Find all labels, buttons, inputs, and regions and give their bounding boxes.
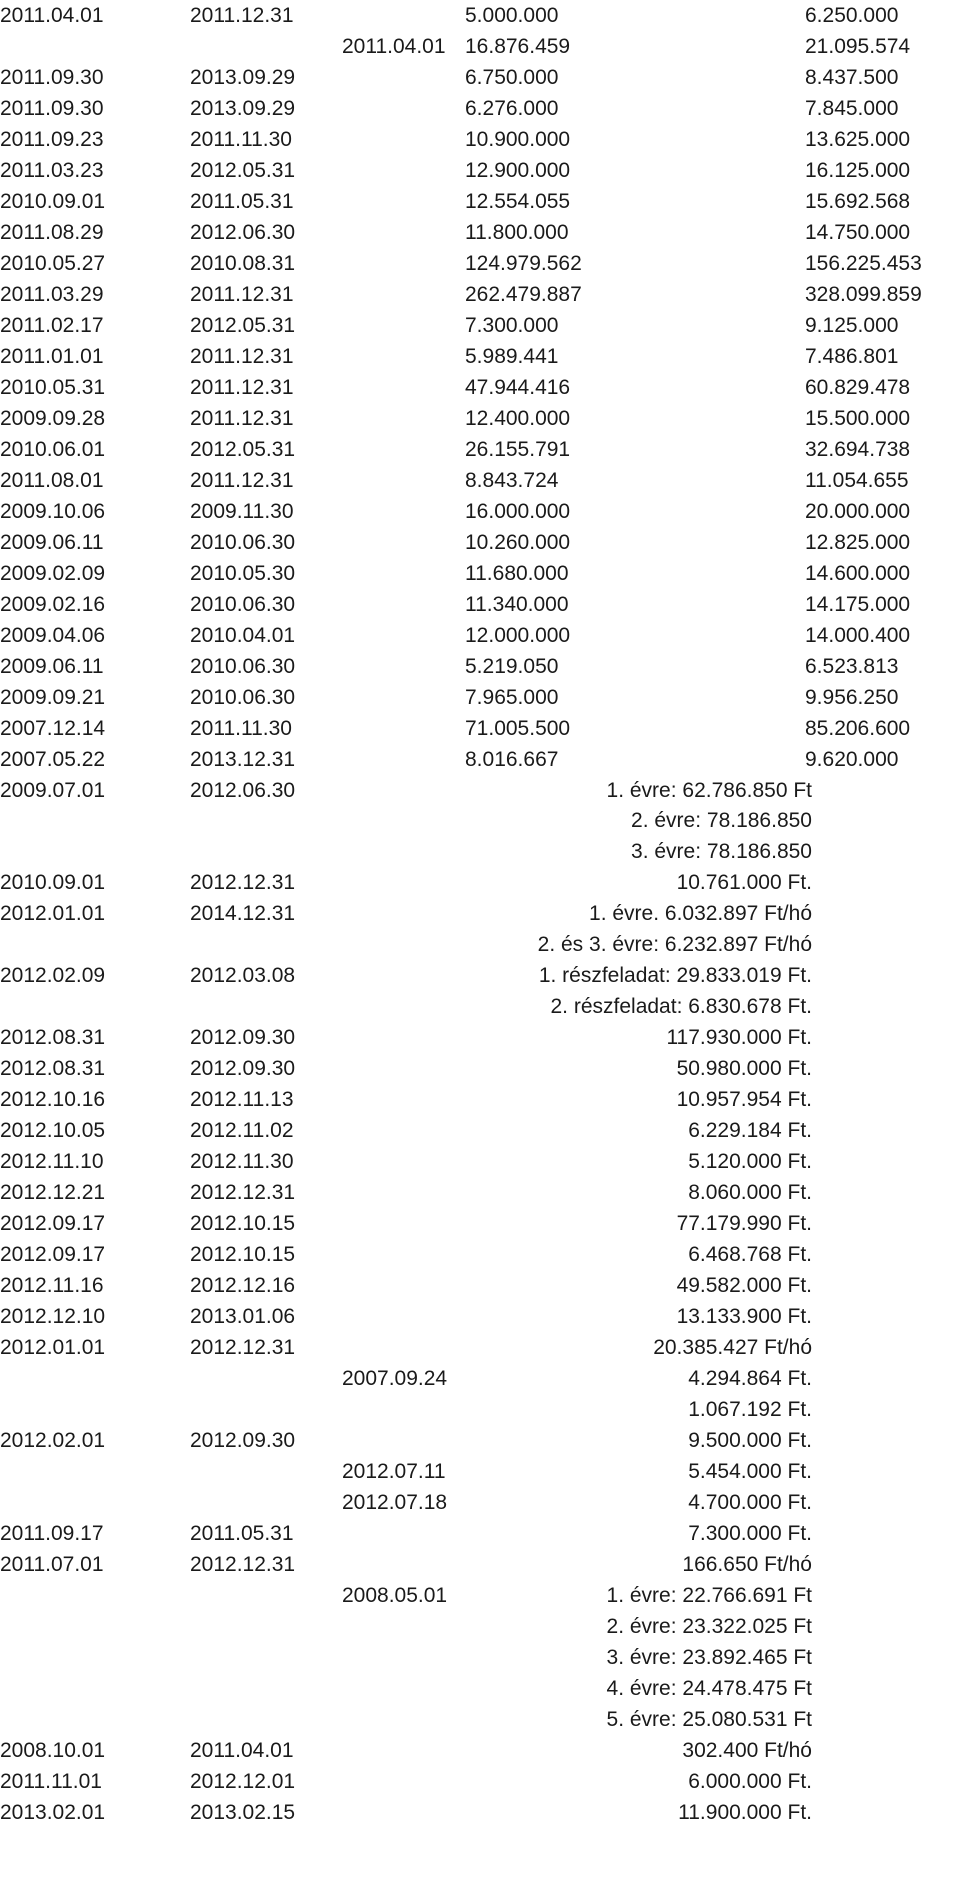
table-row xyxy=(0,1150,960,1182)
end-date: 2012.11.13 xyxy=(190,1088,294,1112)
table-row xyxy=(0,252,960,284)
end-date: 2012.12.31 xyxy=(190,1181,296,1205)
start-date: 2011.07.01 xyxy=(0,1553,104,1576)
table-row xyxy=(0,1057,960,1089)
end-date: 2012.10.15 xyxy=(190,1212,296,1236)
amount-text: 5. évre: 25.080.531 Ft xyxy=(606,1707,812,1731)
end-date: 2012.12.31 xyxy=(190,1553,296,1576)
start-date: 2011.04.01 xyxy=(0,4,104,27)
end-date: 2012.06.30 xyxy=(190,220,296,244)
amount-text: 4. évre: 24.478.475 Ft xyxy=(606,1676,812,1700)
net-amount: 124.979.562 xyxy=(465,251,582,275)
amount-text: 2. évre: 23.322.025 Ft xyxy=(606,1614,812,1638)
start-date: 2009.04.06 xyxy=(0,623,106,647)
amount-text: 6.468.768 Ft. xyxy=(688,1243,812,1267)
amount-text: 77.179.990 Ft. xyxy=(676,1212,812,1236)
table-row xyxy=(0,128,960,160)
table-row xyxy=(0,1088,960,1120)
end-date: 2010.08.31 xyxy=(190,251,296,275)
start-date: 2012.01.01 xyxy=(0,902,106,926)
gross-amount: 9.620.000 xyxy=(805,747,899,771)
start-date: 2012.09.17 xyxy=(0,1212,106,1236)
end-date: 2013.09.29 xyxy=(190,65,296,89)
amount-text: 4.294.864 Ft. xyxy=(688,1367,812,1391)
table-row xyxy=(0,283,960,315)
end-date: 2012.12.31 xyxy=(190,1336,296,1360)
net-amount: 6.750.000 xyxy=(465,65,559,89)
contract-date: 2012.07.11 xyxy=(342,1460,446,1484)
table-row xyxy=(0,840,960,872)
end-date: 2011.11.30 xyxy=(190,716,292,740)
table-row xyxy=(0,1026,960,1058)
start-date: 2009.02.16 xyxy=(0,592,106,616)
amount-text: 11.900.000 Ft. xyxy=(678,1800,812,1824)
table-row xyxy=(0,1553,960,1585)
start-date: 2011.01.01 xyxy=(0,344,104,368)
start-date: 2007.12.14 xyxy=(0,716,106,740)
table-row xyxy=(0,1646,960,1678)
table-row xyxy=(0,1305,960,1337)
start-date: 2011.09.23 xyxy=(0,127,104,151)
end-date: 2012.12.31 xyxy=(190,871,296,895)
amount-text: 5.454.000 Ft. xyxy=(688,1460,812,1484)
table-row xyxy=(0,407,960,439)
net-amount: 16.000.000 xyxy=(465,499,571,523)
start-date: 2010.05.31 xyxy=(0,375,106,399)
start-date: 2009.06.11 xyxy=(0,530,104,554)
start-date: 2009.09.28 xyxy=(0,406,106,430)
start-date: 2011.09.30 xyxy=(0,65,104,89)
table-row xyxy=(0,438,960,470)
end-date: 2011.12.31 xyxy=(190,406,294,430)
table-row xyxy=(0,933,960,965)
start-date: 2012.09.17 xyxy=(0,1243,106,1267)
table-row xyxy=(0,1243,960,1275)
amount-text: 50.980.000 Ft. xyxy=(676,1057,812,1081)
start-date: 2011.03.29 xyxy=(0,282,104,306)
amount-text: 3. évre: 78.186.850 xyxy=(631,840,812,864)
contract-date: 2007.09.24 xyxy=(342,1367,448,1391)
end-date: 2011.04.01 xyxy=(190,1738,294,1762)
start-date: 2008.10.01 xyxy=(0,1738,106,1762)
table-row xyxy=(0,1429,960,1461)
end-date: 2012.06.30 xyxy=(190,778,296,802)
end-date: 2012.11.02 xyxy=(190,1119,294,1143)
start-date: 2012.10.05 xyxy=(0,1119,106,1143)
amount-text: 2. részfeladat: 6.830.678 Ft. xyxy=(550,995,812,1019)
net-amount: 8.843.724 xyxy=(465,468,559,492)
gross-amount: 32.694.738 xyxy=(805,437,911,461)
table-row xyxy=(0,995,960,1027)
amount-text: 8.060.000 Ft. xyxy=(688,1181,812,1205)
start-date: 2010.09.01 xyxy=(0,871,106,895)
gross-amount: 156.225.453 xyxy=(805,251,922,275)
start-date: 2009.02.09 xyxy=(0,561,106,585)
net-amount: 11.340.000 xyxy=(465,592,569,616)
net-amount: 12.554.055 xyxy=(465,189,571,213)
end-date: 2011.05.31 xyxy=(190,189,294,213)
table-row xyxy=(0,221,960,253)
net-amount: 5.219.050 xyxy=(465,654,559,678)
amount-text: 1. évre. 6.032.897 Ft/hó xyxy=(589,902,812,926)
table-row xyxy=(0,1491,960,1523)
table-row xyxy=(0,97,960,129)
start-date: 2007.05.22 xyxy=(0,747,106,771)
table-row xyxy=(0,1336,960,1368)
table-row xyxy=(0,345,960,377)
end-date: 2011.12.31 xyxy=(190,375,294,399)
gross-amount: 7.845.000 xyxy=(805,96,899,120)
table-row xyxy=(0,190,960,222)
table-row xyxy=(0,1522,960,1554)
table-row xyxy=(0,66,960,98)
gross-amount: 14.175.000 xyxy=(805,592,911,616)
net-amount: 47.944.416 xyxy=(465,375,571,399)
net-amount: 6.276.000 xyxy=(465,96,559,120)
end-date: 2013.09.29 xyxy=(190,96,296,120)
start-date: 2012.11.16 xyxy=(0,1274,104,1298)
table-row xyxy=(0,1119,960,1151)
net-amount: 7.965.000 xyxy=(465,685,559,709)
end-date: 2014.12.31 xyxy=(190,902,296,926)
start-date: 2010.06.01 xyxy=(0,437,106,461)
end-date: 2013.02.15 xyxy=(190,1800,296,1824)
amount-text: 10.957.954 Ft. xyxy=(676,1088,812,1112)
start-date: 2012.10.16 xyxy=(0,1088,106,1112)
start-date: 2012.02.01 xyxy=(0,1429,106,1453)
table-row xyxy=(0,1212,960,1244)
table-row xyxy=(0,1708,960,1740)
end-date: 2011.12.31 xyxy=(190,4,294,27)
table-row xyxy=(0,1584,960,1616)
gross-amount: 9.125.000 xyxy=(805,313,899,337)
amount-text: 3. évre: 23.892.465 Ft xyxy=(606,1645,812,1669)
end-date: 2011.12.31 xyxy=(190,282,294,306)
table-row xyxy=(0,624,960,656)
end-date: 2013.01.06 xyxy=(190,1305,296,1329)
start-date: 2011.02.17 xyxy=(0,313,104,337)
amount-text: 117.930.000 Ft. xyxy=(666,1026,812,1050)
table-row xyxy=(0,1615,960,1647)
start-date: 2009.09.21 xyxy=(0,685,106,709)
gross-amount: 16.125.000 xyxy=(805,158,911,182)
start-date: 2012.02.09 xyxy=(0,964,106,988)
end-date: 2012.05.31 xyxy=(190,437,296,461)
amount-text: 4.700.000 Ft. xyxy=(688,1491,812,1515)
start-date: 2011.08.29 xyxy=(0,220,104,244)
amount-text: 6.000.000 Ft. xyxy=(688,1769,812,1793)
table-row xyxy=(0,1801,960,1833)
contract-date: 2012.07.18 xyxy=(342,1491,448,1515)
table-row xyxy=(0,871,960,903)
table-row xyxy=(0,1367,960,1399)
start-date: 2011.09.30 xyxy=(0,96,104,120)
table-row xyxy=(0,562,960,594)
start-date: 2012.08.31 xyxy=(0,1026,106,1050)
table-row xyxy=(0,717,960,749)
gross-amount: 7.486.801 xyxy=(805,344,899,368)
amount-text: 2. és 3. évre: 6.232.897 Ft/hó xyxy=(537,933,812,957)
gross-amount: 14.000.400 xyxy=(805,623,911,647)
start-date: 2011.09.17 xyxy=(0,1522,104,1546)
start-date: 2010.09.01 xyxy=(0,189,106,213)
net-amount: 5.000.000 xyxy=(465,4,559,27)
table-row xyxy=(0,376,960,408)
table-row xyxy=(0,35,960,67)
end-date: 2009.11.30 xyxy=(190,499,294,523)
amount-text: 1.067.192 Ft. xyxy=(688,1398,812,1422)
gross-amount: 8.437.500 xyxy=(805,65,899,89)
end-date: 2013.12.31 xyxy=(190,747,296,771)
amount-text: 5.120.000 Ft. xyxy=(688,1150,812,1174)
amount-text: 13.133.900 Ft. xyxy=(676,1305,812,1329)
table-row xyxy=(0,159,960,191)
table-row xyxy=(0,314,960,346)
end-date: 2010.06.30 xyxy=(190,592,296,616)
end-date: 2012.09.30 xyxy=(190,1026,296,1050)
net-amount: 10.900.000 xyxy=(465,127,571,151)
amount-text: 302.400 Ft/hó xyxy=(682,1738,812,1762)
net-amount: 26.155.791 xyxy=(465,437,571,461)
gross-amount: 14.600.000 xyxy=(805,561,911,585)
gross-amount: 15.500.000 xyxy=(805,406,911,430)
gross-amount: 6.523.813 xyxy=(805,654,899,678)
net-amount: 8.016.667 xyxy=(465,747,559,771)
gross-amount: 60.829.478 xyxy=(805,375,911,399)
amount-text: 166.650 Ft/hó xyxy=(682,1553,812,1576)
gross-amount: 15.692.568 xyxy=(805,189,911,213)
end-date: 2010.06.30 xyxy=(190,530,296,554)
amount-text: 9.500.000 Ft. xyxy=(688,1429,812,1453)
end-date: 2012.05.31 xyxy=(190,313,296,337)
gross-amount: 85.206.600 xyxy=(805,716,911,740)
net-amount: 16.876.459 xyxy=(465,34,571,58)
amount-text: 7.300.000 Ft. xyxy=(688,1522,812,1546)
gross-amount: 9.956.250 xyxy=(805,685,899,709)
table-row xyxy=(0,593,960,625)
table-row xyxy=(0,469,960,501)
gross-amount: 20.000.000 xyxy=(805,499,911,523)
end-date: 2012.09.30 xyxy=(190,1429,296,1453)
gross-amount: 328.099.859 xyxy=(805,282,922,306)
table-row xyxy=(0,4,960,36)
net-amount: 7.300.000 xyxy=(465,313,559,337)
gross-amount: 13.625.000 xyxy=(805,127,911,151)
table-row xyxy=(0,1739,960,1771)
start-date: 2009.07.01 xyxy=(0,778,106,802)
start-date: 2009.10.06 xyxy=(0,499,106,523)
end-date: 2011.05.31 xyxy=(190,1522,294,1546)
end-date: 2010.05.30 xyxy=(190,561,296,585)
net-amount: 262.479.887 xyxy=(465,282,582,306)
gross-amount: 12.825.000 xyxy=(805,530,911,554)
end-date: 2012.10.15 xyxy=(190,1243,296,1267)
net-amount: 12.000.000 xyxy=(465,623,571,647)
table-row xyxy=(0,1460,960,1492)
table-row xyxy=(0,1274,960,1306)
table-row xyxy=(0,655,960,687)
end-date: 2011.11.30 xyxy=(190,127,292,151)
amount-text: 1. részfeladat: 29.833.019 Ft. xyxy=(538,964,812,988)
end-date: 2012.09.30 xyxy=(190,1057,296,1081)
amount-text: 1. évre: 62.786.850 Ft xyxy=(606,778,812,802)
table-row xyxy=(0,1770,960,1802)
end-date: 2010.06.30 xyxy=(190,685,296,709)
end-date: 2010.04.01 xyxy=(190,623,296,647)
net-amount: 11.680.000 xyxy=(465,561,569,585)
start-date: 2012.11.10 xyxy=(0,1150,104,1174)
end-date: 2012.03.08 xyxy=(190,964,296,988)
contract-date: 2011.04.01 xyxy=(342,34,446,58)
table-row xyxy=(0,779,960,811)
start-date: 2012.01.01 xyxy=(0,1336,106,1360)
gross-amount: 21.095.574 xyxy=(805,34,911,58)
table-row xyxy=(0,500,960,532)
start-date: 2009.06.11 xyxy=(0,654,104,678)
start-date: 2011.03.23 xyxy=(0,158,104,182)
end-date: 2012.11.30 xyxy=(190,1150,294,1174)
end-date: 2012.12.01 xyxy=(190,1769,296,1793)
end-date: 2011.12.31 xyxy=(190,344,294,368)
table-row xyxy=(0,531,960,563)
start-date: 2012.08.31 xyxy=(0,1057,106,1081)
amount-text: 49.582.000 Ft. xyxy=(676,1274,812,1298)
start-date: 2011.11.01 xyxy=(0,1769,102,1793)
amount-text: 10.761.000 Ft. xyxy=(676,871,812,895)
start-date: 2012.12.10 xyxy=(0,1305,106,1329)
net-amount: 11.800.000 xyxy=(465,220,569,244)
table-row xyxy=(0,1398,960,1430)
table-row xyxy=(0,809,960,841)
gross-amount: 11.054.655 xyxy=(805,468,909,492)
net-amount: 5.989.441 xyxy=(465,344,559,368)
end-date: 2012.12.16 xyxy=(190,1274,296,1298)
start-date: 2012.12.21 xyxy=(0,1181,106,1205)
start-date: 2010.05.27 xyxy=(0,251,106,275)
table-row xyxy=(0,902,960,934)
end-date: 2010.06.30 xyxy=(190,654,296,678)
start-date: 2011.08.01 xyxy=(0,468,104,492)
amount-text: 20.385.427 Ft/hó xyxy=(653,1336,812,1360)
end-date: 2012.05.31 xyxy=(190,158,296,182)
table-row xyxy=(0,964,960,996)
table-row xyxy=(0,748,960,780)
net-amount: 12.400.000 xyxy=(465,406,571,430)
end-date: 2011.12.31 xyxy=(190,468,294,492)
amount-text: 2. évre: 78.186.850 xyxy=(631,809,812,833)
gross-amount: 6.250.000 xyxy=(805,4,899,27)
start-date: 2013.02.01 xyxy=(0,1800,106,1824)
table-row xyxy=(0,1181,960,1213)
table-row xyxy=(0,686,960,718)
amount-text: 6.229.184 Ft. xyxy=(688,1119,812,1143)
gross-amount: 14.750.000 xyxy=(805,220,911,244)
net-amount: 10.260.000 xyxy=(465,530,571,554)
amount-text: 1. évre: 22.766.691 Ft xyxy=(606,1583,812,1607)
table-row xyxy=(0,1677,960,1709)
net-amount: 12.900.000 xyxy=(465,158,571,182)
contract-date: 2008.05.01 xyxy=(342,1583,448,1607)
net-amount: 71.005.500 xyxy=(465,716,571,740)
